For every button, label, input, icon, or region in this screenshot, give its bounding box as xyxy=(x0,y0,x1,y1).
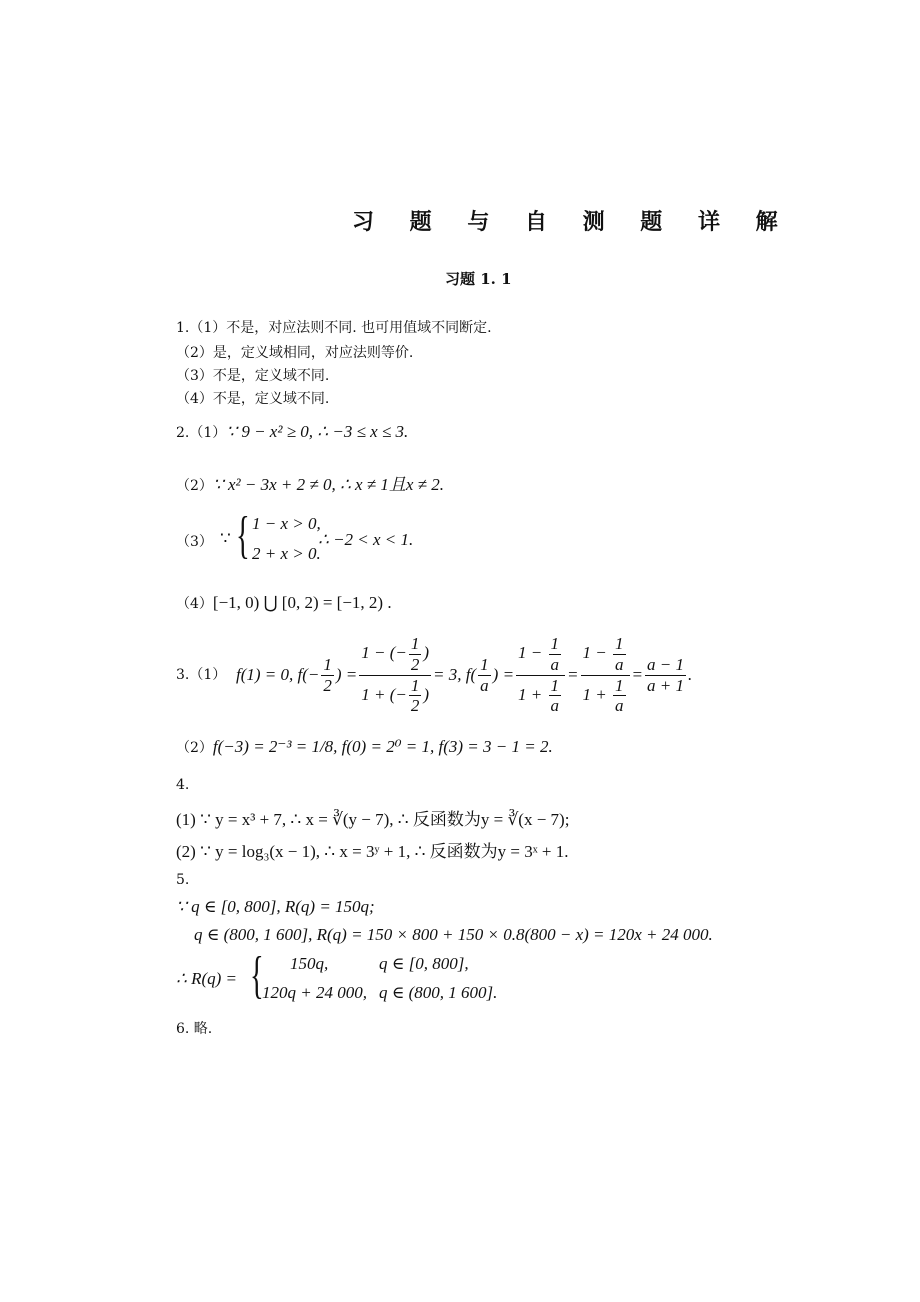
problem-1-line-3: （3）不是，定义域不同. xyxy=(176,368,330,384)
problem-3-line-2 xyxy=(176,737,553,757)
problem-5-case-2-value: 120q + 24 000, xyxy=(262,983,367,1002)
problem-5-case-1-condition: q ∈ [0, 800], xyxy=(379,954,469,973)
problem-5-brace: { xyxy=(250,947,264,1004)
problem-3-label-1: 3.（1） xyxy=(176,667,227,683)
problem-2-line-1 xyxy=(176,422,408,442)
problem-2-result-3: ∴ −2 < x < 1. xyxy=(318,530,414,549)
problem-2-eq-2: ∵ x² − 3x + 2 ≠ 0, ∴ x ≠ 1且x ≠ 2. xyxy=(212,475,445,494)
problem-5-case-1-value: 150q, xyxy=(290,954,329,973)
problem-2-eq-4: [−1, 0) ⋃ [0, 2) = [−1, 2) . xyxy=(212,593,392,612)
problem-5-line-1: ∵ q ∈ [0, 800], R(q) = 150q; xyxy=(176,897,375,916)
problem-5-line-2: q ∈ (800, 1 600], R(q) = 150 × 800 + 150 × 0.8(800 − x) = 120x + 24 000. xyxy=(194,925,713,944)
problem-4-line-2: (2) ∵ y = log₃(x − 1), ∴ x = 3ʸ + 1, ∴ 反函数为y = 3ˣ + 1. xyxy=(176,842,569,861)
problem-2-label-3: （3） xyxy=(176,534,213,550)
problem-2-label-4: （4） xyxy=(176,596,213,612)
problem-3-eq-2: f(−3) = 2⁻³ = 1/8, f(0) = 2⁰ = 1, f(3) = 3 − 1 = 2. xyxy=(212,737,553,756)
problem-2-brace: { xyxy=(236,507,250,564)
problem-2-line-2 xyxy=(176,470,444,495)
problem-1-line-1: 1.（1）不是，对应法则不同. 也可用值域不同断定. xyxy=(176,320,492,336)
section-heading: 习题 1. 1 xyxy=(445,270,512,288)
problem-4-line-1: (1) ∵ y = x³ + 7, ∴ x = ∛(y − 7), ∴ 反函数为y = ∛(x − 7); xyxy=(176,810,570,829)
problem-2-because: ∵ xyxy=(220,529,231,548)
problem-2-system-row-2: 2 + x > 0. xyxy=(252,544,321,563)
problem-3-label-2: （2） xyxy=(176,740,213,756)
problem-2-line-4 xyxy=(176,593,392,613)
problem-2-label-2: （2） xyxy=(176,478,213,494)
problem-2-eq-1: ∵ 9 − x² ≥ 0, ∴ −3 ≤ x ≤ 3. xyxy=(226,422,409,441)
problem-2-system-row-1: 1 − x > 0, xyxy=(252,514,321,533)
problem-5-case-2-condition: q ∈ (800, 1 600]. xyxy=(379,983,498,1002)
problem-6: 6. 略. xyxy=(176,1021,213,1037)
problem-1-line-2: （2）是，定义域相同，对应法则等价. xyxy=(176,345,414,361)
problem-1-line-4: （4）不是，定义域不同. xyxy=(176,391,330,407)
problem-5-lead: ∴ R(q) = xyxy=(176,969,237,988)
problem-3-eq-1: f(1) = 0, f(− $\frac{1}{2}$ ) = 1 − (− $\frac{1}{2}$ ) 1 + (− $\frac{1}{2}$ ) = 3, f( $\frac{1}{a}$ ) = 1 − $\frac{1}{a}$ 1 + $\frac{1}{a}$ = 1 − $\frac{1}{a}$ 1 + $\frac{1}{a}$ = $\frac{a - 1}{a + 1}$ . xyxy=(236,634,693,716)
problem-5-label: 5. xyxy=(176,872,190,888)
page-title: 习 题 与 自 测 题 详 解 xyxy=(352,209,792,235)
problem-2-label-1: 2.（1） xyxy=(176,425,227,441)
problem-4-label: 4. xyxy=(176,777,190,793)
